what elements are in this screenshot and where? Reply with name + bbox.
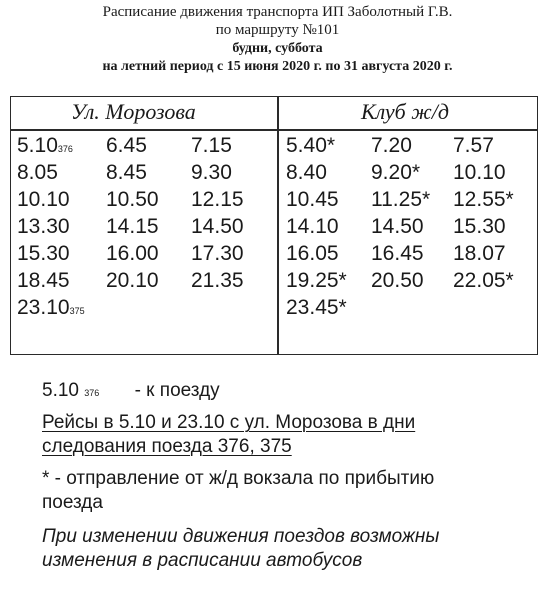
departure-time: 8.45 [106,161,147,184]
departure-time: 7.57 [453,134,494,157]
left-time-cell [106,242,159,266]
right-time-cell [453,215,506,239]
note-train-marker [42,380,220,402]
right-time-cell [286,215,339,239]
departure-time: 12.55* [453,188,514,211]
departure-time: 23.10 [17,296,70,319]
departure-time: 16.00 [106,242,159,265]
left-time-cell [17,134,73,158]
departure-time: 7.15 [191,134,232,157]
departure-time: 8.40 [286,161,327,184]
note-time: 5.10 [42,380,79,401]
note-trips-line2: следования поезда 376, 375 [42,436,292,457]
right-time-cell [453,134,494,158]
departure-time: 5.40* [286,134,336,157]
departure-time: 10.50 [106,188,159,211]
right-time-cell [453,242,506,266]
departure-time: 11.25* [371,188,431,211]
right-time-cell [453,188,514,212]
schedule-title: Расписание движения транспорта ИП Заболотный Г.В. [102,4,453,20]
departure-time: 8.05 [17,161,58,184]
left-time-cell [17,242,70,266]
left-time-cell [191,215,244,239]
departure-time: 9.20* [371,161,421,184]
note-asterisk-line2: поезда [42,492,103,513]
days-label: будни, суббота [232,41,323,56]
departure-time: 17.30 [191,242,244,265]
departure-time: 19.25* [286,269,347,292]
departure-time: 9.30 [191,161,232,184]
right-time-cell [371,134,412,158]
left-time-cell [17,215,70,239]
departure-time: 22.05* [453,269,514,292]
left-time-cell [106,134,147,158]
left-time-cell [17,161,58,185]
departure-time: 12.15 [191,188,244,211]
left-time-cell [191,242,244,266]
right-time-cell [371,269,424,293]
departure-time: 16.05 [286,242,339,265]
column-divider [277,97,279,354]
note-changes-line2: изменения в расписании автобусов [42,550,363,571]
left-time-cell [17,269,70,293]
period-label: на летний период с 15 июня 2020 г. по 31 августа 2020 г. [102,59,453,74]
right-time-cell [453,161,506,185]
departure-time: 13.30 [17,215,70,238]
right-time-cell [453,269,514,293]
right-time-cell [286,134,335,158]
left-header-rule [11,129,277,131]
note-trips-line1: Рейсы в 5.10 и 23.10 с ул. Морозова в дни [42,412,416,433]
left-time-cell [106,188,159,212]
right-column-heading: Клуб ж/д [361,99,449,124]
departure-time: 23.45* [286,296,347,319]
departure-time: 14.50 [371,215,424,238]
departure-time: 15.30 [453,215,506,238]
departure-time: 10.10 [17,188,70,211]
note-asterisk-line1: * - отправление от ж/д вокзала по прибытию [42,468,435,489]
left-time-cell [106,161,147,185]
left-time-cell [191,161,232,185]
left-time-cell [106,269,159,293]
left-time-cell [191,134,232,158]
right-header-rule [279,129,537,131]
right-time-cell [371,161,420,185]
departure-time: 16.45 [371,242,424,265]
departure-time: 10.10 [453,161,506,184]
departure-time: 14.15 [106,215,159,238]
left-time-cell [106,215,159,239]
left-time-cell [17,188,70,212]
departure-time: 14.10 [286,215,339,238]
departure-time: 21.35 [191,269,244,292]
note-train-number: 376 [84,388,100,398]
right-time-cell [371,188,430,212]
right-time-cell [371,215,424,239]
departure-time: 14.50 [191,215,244,238]
departure-time: 5.10 [17,134,58,157]
right-time-cell [286,161,327,185]
note-train-text: - к поезду [134,380,220,401]
departure-time: 6.45 [106,134,147,157]
right-time-cell [371,242,424,266]
left-time-cell [191,269,244,293]
train-number: 376 [57,144,73,154]
departure-time: 18.07 [453,242,506,265]
left-column-heading: Ул. Морозова [71,99,196,124]
left-time-cell [17,296,85,320]
departure-time: 7.20 [371,134,412,157]
departure-time: 20.50 [371,269,424,292]
right-time-cell [286,296,347,320]
left-time-cell [191,188,244,212]
right-time-cell [286,242,339,266]
timetable [10,96,538,355]
train-number: 375 [69,306,85,316]
departure-time: 20.10 [106,269,159,292]
right-time-cell [286,188,339,212]
departure-time: 15.30 [17,242,70,265]
departure-time: 18.45 [17,269,70,292]
departure-time: 10.45 [286,188,339,211]
note-changes-line1: При изменении движения поездов возможны [42,526,440,547]
route-number: по маршруту №101 [215,22,340,38]
right-time-cell [286,269,347,293]
